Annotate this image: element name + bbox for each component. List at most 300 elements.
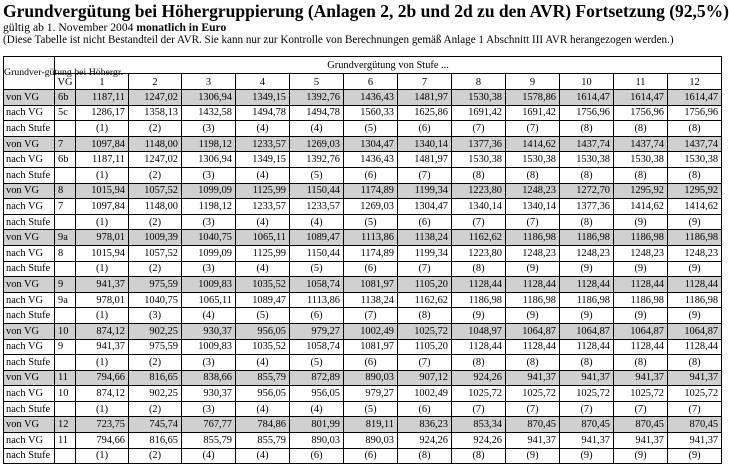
stufe-cell: (7) — [398, 261, 452, 277]
amount-cell: 1437,74 — [668, 136, 722, 152]
amount-cell: 1186,98 — [506, 292, 560, 308]
row-label: nach VG — [4, 433, 55, 449]
stufe-cell: (6) — [398, 121, 452, 137]
amount-cell: 1306,94 — [182, 90, 236, 106]
vg-cell: 10 — [55, 323, 76, 339]
stufe-cell: (7) — [614, 401, 668, 417]
amount-cell: 979,27 — [344, 386, 398, 402]
table-row-von — [4, 277, 722, 293]
amount-cell: 978,01 — [76, 292, 129, 308]
amount-cell: 1128,44 — [506, 277, 560, 293]
amount-cell: 855,79 — [182, 433, 236, 449]
amount-cell: 1128,44 — [614, 339, 668, 355]
stufe-cell: (9) — [506, 448, 560, 464]
stufe-cell: (4) — [182, 308, 236, 324]
table-row-stufe — [4, 121, 722, 137]
amount-cell: 1064,87 — [560, 323, 614, 339]
stufe-cell: (2) — [129, 167, 182, 183]
table-row-nach — [4, 386, 722, 402]
row-label: nach Stufe — [4, 308, 55, 324]
table-row-von — [4, 183, 722, 199]
amount-cell: 1436,43 — [344, 90, 398, 106]
table-row-stufe — [4, 448, 722, 464]
stufe-cell: (2) — [129, 355, 182, 371]
page-title: Grundvergütung bei Höhergruppierung (Anlagen 2, 2b und 2d zu den AVR) Fortsetzung (92,5%) — [3, 1, 729, 21]
vg-cell — [55, 261, 76, 277]
amount-cell: 816,65 — [129, 370, 182, 386]
amount-cell: 853,34 — [452, 417, 506, 433]
amount-cell: 902,25 — [129, 323, 182, 339]
amount-cell: 941,37 — [560, 433, 614, 449]
amount-cell: 1040,75 — [129, 292, 182, 308]
amount-cell: 1057,52 — [129, 183, 182, 199]
amount-cell: 1248,23 — [668, 245, 722, 261]
amount-cell: 1057,52 — [129, 245, 182, 261]
table-row-stufe — [4, 401, 722, 417]
amount-cell: 890,03 — [290, 433, 344, 449]
row-label: von VG — [4, 90, 55, 106]
stufe-cell: (6) — [344, 448, 398, 464]
header-stufe-1: 1 — [76, 74, 129, 90]
header-stufe-5: 5 — [290, 74, 344, 90]
vg-cell: 11 — [55, 370, 76, 386]
amount-cell: 1286,17 — [76, 105, 129, 121]
amount-cell: 978,01 — [76, 230, 129, 246]
amount-cell: 1009,83 — [182, 339, 236, 355]
amount-cell: 1125,99 — [236, 183, 290, 199]
stufe-cell: (4) — [290, 214, 344, 230]
amount-cell: 956,05 — [236, 323, 290, 339]
row-label: nach VG — [4, 105, 55, 121]
amount-cell: 1089,47 — [290, 230, 344, 246]
stufe-cell: (4) — [236, 214, 290, 230]
table-row-stufe — [4, 167, 722, 183]
header-vg: VG — [55, 74, 76, 90]
stufe-cell: (6) — [398, 401, 452, 417]
table-row-nach — [4, 245, 722, 261]
amount-cell: 1530,38 — [452, 90, 506, 106]
amount-cell: 1138,24 — [398, 230, 452, 246]
table-row-stufe — [4, 214, 722, 230]
stufe-cell: (3) — [182, 355, 236, 371]
amount-cell: 1614,47 — [614, 90, 668, 106]
amount-cell: 907,12 — [398, 370, 452, 386]
amount-cell: 1148,00 — [129, 136, 182, 152]
amount-cell: 941,37 — [560, 370, 614, 386]
row-label: nach Stufe — [4, 214, 55, 230]
amount-cell: 1174,89 — [344, 183, 398, 199]
amount-cell: 870,45 — [668, 417, 722, 433]
stufe-cell: (4) — [236, 448, 290, 464]
amount-cell: 1691,42 — [452, 105, 506, 121]
amount-cell: 941,37 — [668, 433, 722, 449]
stufe-cell: (4) — [236, 167, 290, 183]
stufe-cell: (8) — [398, 308, 452, 324]
amount-cell: 1377,36 — [452, 136, 506, 152]
amount-cell: 1040,75 — [182, 230, 236, 246]
amount-cell: 1099,09 — [182, 245, 236, 261]
amount-cell: 1756,96 — [614, 105, 668, 121]
stufe-cell: (4) — [236, 355, 290, 371]
stufe-cell: (2) — [129, 448, 182, 464]
amount-cell: 1199,34 — [398, 183, 452, 199]
vg-cell: 8 — [55, 245, 76, 261]
row-label: nach Stufe — [4, 401, 55, 417]
row-label: nach VG — [4, 339, 55, 355]
header-stufe-10: 10 — [560, 74, 614, 90]
amount-cell: 794,66 — [76, 433, 129, 449]
amount-cell: 1248,23 — [506, 245, 560, 261]
row-label: nach VG — [4, 386, 55, 402]
amount-cell: 1530,38 — [668, 152, 722, 168]
amount-cell: 1304,47 — [344, 136, 398, 152]
vg-cell: 6b — [55, 152, 76, 168]
stufe-cell: (4) — [236, 261, 290, 277]
table-row-nach — [4, 339, 722, 355]
amount-cell: 1198,12 — [182, 199, 236, 215]
vg-cell: 11 — [55, 433, 76, 449]
row-label: nach Stufe — [4, 355, 55, 371]
stufe-cell: (3) — [182, 214, 236, 230]
amount-cell: 956,05 — [236, 386, 290, 402]
amount-cell: 1198,12 — [182, 136, 236, 152]
amount-cell: 1481,97 — [398, 90, 452, 106]
stufe-cell: (8) — [668, 355, 722, 371]
amount-cell: 1481,97 — [398, 152, 452, 168]
amount-cell: 1064,87 — [506, 323, 560, 339]
header-stufe-12: 12 — [668, 74, 722, 90]
header-grundverguetung: Grundver-gütung bei Höhergr. — [4, 57, 55, 90]
table-row-von — [4, 417, 722, 433]
amount-cell: 1530,38 — [614, 152, 668, 168]
amount-cell: 874,12 — [76, 323, 129, 339]
vg-cell: 9a — [55, 230, 76, 246]
table-row-von — [4, 370, 722, 386]
amount-cell: 1025,72 — [398, 323, 452, 339]
amount-cell: 1295,92 — [668, 183, 722, 199]
header-stufe-4: 4 — [236, 74, 290, 90]
vg-cell: 7 — [55, 199, 76, 215]
amount-cell: 1272,70 — [560, 183, 614, 199]
amount-cell: 941,37 — [668, 370, 722, 386]
stufe-cell: (8) — [560, 355, 614, 371]
stufe-cell: (2) — [129, 261, 182, 277]
table-row-von — [4, 136, 722, 152]
amount-cell: 1187,11 — [76, 90, 129, 106]
amount-cell: 1530,38 — [506, 152, 560, 168]
amount-cell: 975,59 — [129, 277, 182, 293]
amount-cell: 941,37 — [76, 277, 129, 293]
amount-cell: 930,37 — [182, 323, 236, 339]
stufe-cell: (6) — [344, 167, 398, 183]
stufe-cell: (8) — [668, 121, 722, 137]
stufe-cell: (9) — [560, 448, 614, 464]
vg-cell — [55, 121, 76, 137]
stufe-cell: (1) — [76, 214, 129, 230]
amount-cell: 1269,03 — [290, 136, 344, 152]
amount-cell: 941,37 — [506, 370, 560, 386]
amount-cell: 1025,72 — [452, 386, 506, 402]
amount-cell: 1187,11 — [76, 152, 129, 168]
vg-cell — [55, 167, 76, 183]
amount-cell: 874,12 — [76, 386, 129, 402]
amount-cell: 1560,33 — [344, 105, 398, 121]
row-label: nach Stufe — [4, 261, 55, 277]
amount-cell: 1437,74 — [614, 136, 668, 152]
amount-cell: 1150,44 — [290, 183, 344, 199]
table-row-stufe — [4, 355, 722, 371]
stufe-cell: (1) — [76, 401, 129, 417]
amount-cell: 1128,44 — [560, 277, 614, 293]
amount-cell: 1269,03 — [344, 199, 398, 215]
row-label: von VG — [4, 323, 55, 339]
amount-cell: 941,37 — [614, 433, 668, 449]
stufe-cell: (6) — [290, 308, 344, 324]
stufe-cell: (1) — [76, 308, 129, 324]
amount-cell: 1248,23 — [614, 245, 668, 261]
stufe-cell: (7) — [344, 308, 398, 324]
amount-cell: 870,45 — [506, 417, 560, 433]
stufe-cell: (8) — [560, 121, 614, 137]
stufe-cell: (1) — [76, 355, 129, 371]
stufe-cell: (4) — [236, 121, 290, 137]
table-row-von — [4, 90, 722, 106]
stufe-cell: (7) — [398, 167, 452, 183]
amount-cell: 784,86 — [236, 417, 290, 433]
amount-cell: 1494,78 — [236, 105, 290, 121]
amount-cell: 1414,62 — [668, 199, 722, 215]
stufe-cell: (8) — [506, 167, 560, 183]
row-label: nach VG — [4, 152, 55, 168]
amount-cell: 872,89 — [290, 370, 344, 386]
stufe-cell: (9) — [506, 308, 560, 324]
amount-cell: 1097,84 — [76, 199, 129, 215]
row-label: nach VG — [4, 292, 55, 308]
amount-cell: 816,65 — [129, 433, 182, 449]
vg-cell: 9a — [55, 292, 76, 308]
amount-cell: 1128,44 — [614, 277, 668, 293]
amount-cell: 1058,74 — [290, 339, 344, 355]
stufe-cell: (9) — [560, 308, 614, 324]
amount-cell: 1081,97 — [344, 339, 398, 355]
stufe-cell: (1) — [76, 167, 129, 183]
amount-cell: 1065,11 — [236, 230, 290, 246]
amount-cell: 1128,44 — [506, 339, 560, 355]
amount-cell: 870,45 — [560, 417, 614, 433]
amount-cell: 1233,57 — [236, 136, 290, 152]
amount-cell: 1437,74 — [560, 136, 614, 152]
amount-cell: 801,99 — [290, 417, 344, 433]
amount-cell: 1105,20 — [398, 277, 452, 293]
row-label: von VG — [4, 136, 55, 152]
amount-cell: 1002,49 — [344, 323, 398, 339]
header-stufe-6: 6 — [344, 74, 398, 90]
amount-cell: 1009,83 — [182, 277, 236, 293]
stufe-cell: (8) — [668, 167, 722, 183]
amount-cell: 1128,44 — [668, 277, 722, 293]
amount-cell: 1097,84 — [76, 136, 129, 152]
table-row-von — [4, 323, 722, 339]
amount-cell: 1578,86 — [506, 90, 560, 106]
stufe-cell: (8) — [398, 448, 452, 464]
amount-cell: 1065,11 — [182, 292, 236, 308]
amount-cell: 979,27 — [290, 323, 344, 339]
stufe-cell: (9) — [614, 448, 668, 464]
amount-cell: 890,03 — [344, 433, 398, 449]
amount-cell: 1625,86 — [398, 105, 452, 121]
amount-cell: 1756,96 — [668, 105, 722, 121]
amount-cell: 890,03 — [344, 370, 398, 386]
vg-cell: 7 — [55, 136, 76, 152]
stufe-cell: (9) — [506, 261, 560, 277]
amount-cell: 838,66 — [182, 370, 236, 386]
row-label: nach Stufe — [4, 167, 55, 183]
stufe-cell: (8) — [614, 355, 668, 371]
amount-cell: 1614,47 — [668, 90, 722, 106]
amount-cell: 1414,62 — [506, 136, 560, 152]
stufe-cell: (6) — [398, 214, 452, 230]
validity-line — [3, 21, 226, 34]
amount-cell: 1377,36 — [560, 199, 614, 215]
amount-cell: 941,37 — [76, 339, 129, 355]
stufe-cell: (3) — [182, 121, 236, 137]
amount-cell: 1058,74 — [290, 277, 344, 293]
stufe-cell: (5) — [344, 214, 398, 230]
disclaimer-note: (Diese Tabelle ist nicht Bestandteil der AVR. Sie kann nur zur Kontrolle von Berechnungen gemäß Anlage 1 Abschnitt III AVR herangezogen werden.) — [3, 34, 674, 46]
stufe-cell: (9) — [452, 308, 506, 324]
row-label: von VG — [4, 370, 55, 386]
amount-cell: 1025,72 — [560, 386, 614, 402]
amount-cell: 902,25 — [129, 386, 182, 402]
amount-cell: 1035,52 — [236, 339, 290, 355]
stufe-cell: (9) — [668, 308, 722, 324]
header-stufe-11: 11 — [614, 74, 668, 90]
stufe-cell: (1) — [76, 121, 129, 137]
header-stufe-7: 7 — [398, 74, 452, 90]
amount-cell: 1081,97 — [344, 277, 398, 293]
amount-cell: 1349,15 — [236, 152, 290, 168]
stufe-cell: (5) — [344, 121, 398, 137]
stufe-cell: (9) — [668, 448, 722, 464]
stufe-cell: (5) — [236, 308, 290, 324]
stufe-cell: (7) — [560, 401, 614, 417]
amount-cell: 924,26 — [452, 370, 506, 386]
row-label: von VG — [4, 277, 55, 293]
amount-cell: 1247,02 — [129, 152, 182, 168]
vg-cell — [55, 401, 76, 417]
stufe-cell: (4) — [290, 121, 344, 137]
amount-cell: 1392,76 — [290, 152, 344, 168]
stufe-cell: (2) — [129, 214, 182, 230]
amount-cell: 1089,47 — [236, 292, 290, 308]
amount-cell: 1530,38 — [560, 152, 614, 168]
amount-cell: 1128,44 — [452, 277, 506, 293]
amount-cell: 1162,62 — [398, 292, 452, 308]
stufe-cell: (6) — [344, 355, 398, 371]
validity-unit: monatlich in Euro — [136, 21, 227, 34]
amount-cell: 1186,98 — [614, 230, 668, 246]
vg-cell — [55, 355, 76, 371]
amount-cell: 1494,78 — [290, 105, 344, 121]
amount-cell: 1691,42 — [506, 105, 560, 121]
stufe-cell: (7) — [506, 121, 560, 137]
stufe-cell: (7) — [452, 121, 506, 137]
table-row-nach — [4, 433, 722, 449]
vg-cell: 12 — [55, 417, 76, 433]
header-stufe-title: Grundvergütung von Stufe ... — [55, 57, 722, 74]
stufe-cell: (1) — [76, 261, 129, 277]
amount-cell: 1064,87 — [614, 323, 668, 339]
amount-cell: 924,26 — [452, 433, 506, 449]
amount-cell: 794,66 — [76, 370, 129, 386]
amount-cell: 1349,15 — [236, 90, 290, 106]
amount-cell: 1035,52 — [236, 277, 290, 293]
amount-cell: 1186,98 — [614, 292, 668, 308]
amount-cell: 1186,98 — [506, 230, 560, 246]
stufe-cell: (6) — [290, 448, 344, 464]
amount-cell: 819,11 — [344, 417, 398, 433]
stufe-cell: (8) — [452, 355, 506, 371]
amount-cell: 941,37 — [614, 370, 668, 386]
stufe-cell: (2) — [129, 401, 182, 417]
stufe-cell: (3) — [182, 261, 236, 277]
amount-cell: 1295,92 — [614, 183, 668, 199]
stufe-cell: (8) — [560, 167, 614, 183]
amount-cell: 1009,39 — [129, 230, 182, 246]
amount-cell: 1138,24 — [344, 292, 398, 308]
amount-cell: 1148,00 — [129, 199, 182, 215]
amount-cell: 1306,94 — [182, 152, 236, 168]
stufe-cell: (8) — [452, 448, 506, 464]
amount-cell: 1340,14 — [506, 199, 560, 215]
amount-cell: 1025,72 — [668, 386, 722, 402]
stufe-cell: (4) — [182, 448, 236, 464]
stufe-cell: (5) — [290, 261, 344, 277]
amount-cell: 1756,96 — [560, 105, 614, 121]
stufe-cell: (8) — [506, 355, 560, 371]
amount-cell: 941,37 — [506, 433, 560, 449]
stufe-cell: (4) — [236, 401, 290, 417]
amount-cell: 855,79 — [236, 433, 290, 449]
amount-cell: 1340,14 — [398, 136, 452, 152]
table-row-von — [4, 230, 722, 246]
amount-cell: 1025,72 — [506, 386, 560, 402]
amount-cell: 1099,09 — [182, 183, 236, 199]
stufe-cell: (2) — [129, 121, 182, 137]
amount-cell: 1174,89 — [344, 245, 398, 261]
amount-cell: 1358,13 — [129, 105, 182, 121]
stufe-cell: (8) — [452, 167, 506, 183]
row-label: von VG — [4, 183, 55, 199]
amount-cell: 1436,43 — [344, 152, 398, 168]
amount-cell: 1186,98 — [668, 292, 722, 308]
amount-cell: 1125,99 — [236, 245, 290, 261]
row-label: nach Stufe — [4, 448, 55, 464]
stufe-cell: (7) — [452, 401, 506, 417]
table-row-nach — [4, 199, 722, 215]
amount-cell: 1186,98 — [452, 292, 506, 308]
amount-cell: 1015,94 — [76, 245, 129, 261]
amount-cell: 956,05 — [290, 386, 344, 402]
header-stufe-8: 8 — [452, 74, 506, 90]
amount-cell: 836,23 — [398, 417, 452, 433]
stufe-cell: (9) — [668, 261, 722, 277]
table-row-stufe — [4, 261, 722, 277]
vg-cell: 8 — [55, 183, 76, 199]
stufe-cell: (9) — [614, 261, 668, 277]
vg-cell: 6b — [55, 90, 76, 106]
vg-cell: 10 — [55, 386, 76, 402]
